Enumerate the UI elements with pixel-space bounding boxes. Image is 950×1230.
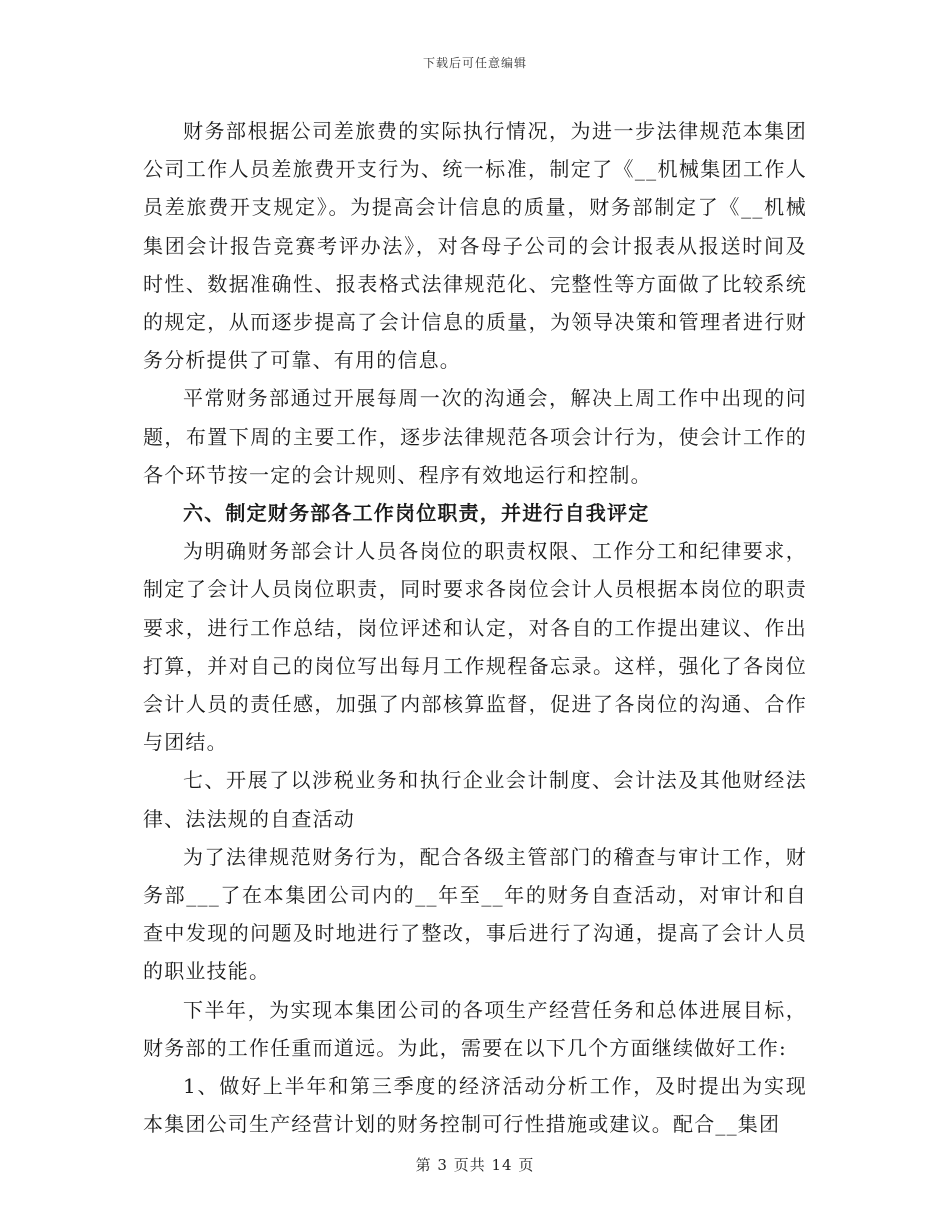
paragraph-item-1: 1、做好上半年和第三季度的经济活动分析工作，及时提出为实现本集团公司生产经营计划的财务控制可行性措施或建议。配合__集团	[143, 1074, 807, 1137]
page-number: 第 3 页共 14 页	[415, 1156, 535, 1174]
section-heading-6: 六、制定财务部各工作岗位职责，并进行自我评定	[183, 501, 650, 526]
paragraph-job-duties: 为明确财务部会计人员各岗位的职责权限、工作分工和纪律要求，制定了会计人员岗位职责，同时要求各岗位会计人员根据本岗位的职责要求，进行工作总结，岗位评述和认定，对各自的工作提出建议、作出打算，并对自己的岗位写出每月工作规程备忘录。这样，强化了各岗位会计人员的责任感，加强了内部核算监督，促进了各岗位的沟通、合作与团结。	[143, 539, 807, 755]
section-heading-7: 七、开展了以涉税业务和执行企业会计制度、会计法及其他财经法律、法法规的自查活动	[143, 768, 807, 831]
paragraph-travel-expense: 财务部根据公司差旅费的实际执行情况，为进一步法律规范本集团公司工作人员差旅费开支行为、统一标准，制定了《__机械集团工作人员差旅费开支规定》。为提高会计信息的质量，财务部制定了《__机械集团会计报告竞赛考评办法》，对各母子公司的会计报表从报送时间及时性、数据准确性、报表格式法律规范化、完整性等方面做了比较系统的规定，从而逐步提高了会计信息的质量，为领导决策和管理者进行财务分析提供了可靠、有用的信息。	[143, 119, 807, 373]
paragraph-weekly-meeting: 平常财务部通过开展每周一次的沟通会，解决上周工作中出现的问题，布置下周的主要工作，逐步法律规范各项会计行为，使会计工作的各个环节按一定的会计规则、程序有效地运行和控制。	[143, 386, 807, 487]
paragraph-self-audit: 为了法律规范财务行为，配合各级主管部门的稽查与审计工作，财务部___了在本集团公司内的__年至__年的财务自查活动，对审计和自查中发现的问题及时地进行了整改，事后进行了沟通，提高了会计人员的职业技能。	[143, 844, 807, 984]
header-note: 下载后可任意编辑	[422, 56, 527, 70]
document-body	[143, 112, 807, 1143]
paragraph-second-half: 下半年，为实现本集团公司的各项生产经营任务和总体进展目标，财务部的工作任重而道远。为此，需要在以下几个方面继续做好工作:	[143, 997, 807, 1060]
